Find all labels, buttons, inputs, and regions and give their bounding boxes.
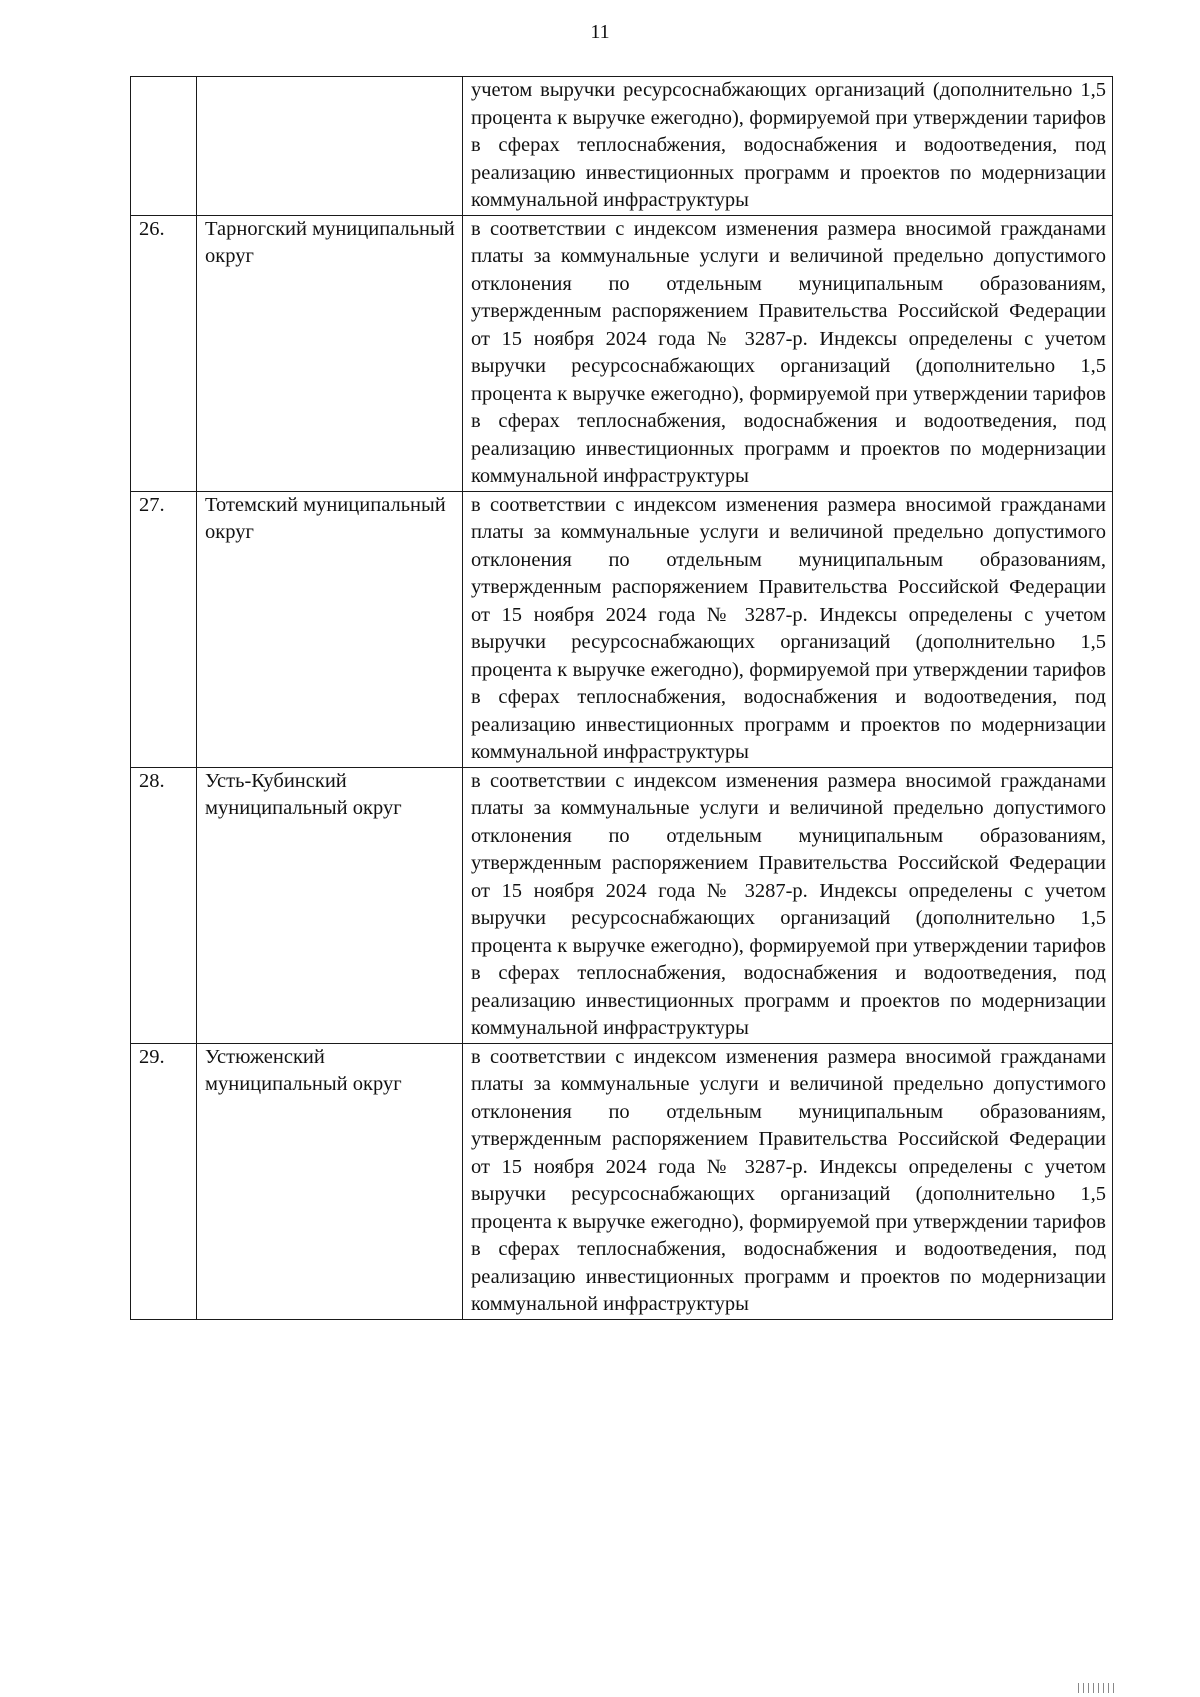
table-row	[131, 491, 1113, 767]
row-number: 29.	[131, 1043, 197, 1319]
table-row	[131, 215, 1113, 491]
page-number: 11	[590, 21, 610, 43]
municipality-name: Устюженский муниципальный округ	[197, 1043, 463, 1319]
index-description: в соответствии с индексом изменения размера вносимой гражданами платы за коммунальные услуги и величиной предельно допустимого отклонения по отдельным муниципальным образованиям, утвержденным распоряжением Правительства Российской Федерации от 15 ноября 2024 года № 3287-р. Индексы определены с учетом выручки ресурсоснабжающих организаций (дополнительно 1,5 процента к выручке ежегодно), формируемой при утверждении тарифов в сферах теплоснабжения, водоснабжения и водоотведения, под реализацию инвестиционных программ и проектов по модернизации коммунальной инфраструктуры	[463, 491, 1113, 767]
municipality-name: Тотемский муниципальный округ	[197, 491, 463, 767]
row-number: 26.	[131, 215, 197, 491]
table-row	[131, 77, 1113, 216]
municipality-name: Тарногский муниципальный округ	[197, 215, 463, 491]
index-description: в соответствии с индексом изменения размера вносимой гражданами платы за коммунальные услуги и величиной предельно допустимого отклонения по отдельным муниципальным образованиям, утвержденным распоряжением Правительства Российской Федерации от 15 ноября 2024 года № 3287-р. Индексы определены с учетом выручки ресурсоснабжающих организаций (дополнительно 1,5 процента к выручке ежегодно), формируемой при утверждении тарифов в сферах теплоснабжения, водоснабжения и водоотведения, под реализацию инвестиционных программ и проектов по модернизации коммунальной инфраструктуры	[463, 215, 1113, 491]
municipality-name	[197, 77, 463, 216]
scan-artifact-marks	[1078, 1683, 1118, 1693]
municipality-name: Усть-Кубинский муниципальный округ	[197, 767, 463, 1043]
table-row	[131, 767, 1113, 1043]
index-description: в соответствии с индексом изменения размера вносимой гражданами платы за коммунальные услуги и величиной предельно допустимого отклонения по отдельным муниципальным образованиям, утвержденным распоряжением Правительства Российской Федерации от 15 ноября 2024 года № 3287-р. Индексы определены с учетом выручки ресурсоснабжающих организаций (дополнительно 1,5 процента к выручке ежегодно), формируемой при утверждении тарифов в сферах теплоснабжения, водоснабжения и водоотведения, под реализацию инвестиционных программ и проектов по модернизации коммунальной инфраструктуры	[463, 1043, 1113, 1319]
row-number: 27.	[131, 491, 197, 767]
row-number	[131, 77, 197, 216]
table-row	[131, 1043, 1113, 1319]
row-number: 28.	[131, 767, 197, 1043]
index-description: в соответствии с индексом изменения размера вносимой гражданами платы за коммунальные услуги и величиной предельно допустимого отклонения по отдельным муниципальным образованиям, утвержденным распоряжением Правительства Российской Федерации от 15 ноября 2024 года № 3287-р. Индексы определены с учетом выручки ресурсоснабжающих организаций (дополнительно 1,5 процента к выручке ежегодно), формируемой при утверждении тарифов в сферах теплоснабжения, водоснабжения и водоотведения, под реализацию инвестиционных программ и проектов по модернизации коммунальной инфраструктуры	[463, 767, 1113, 1043]
municipal-index-table	[130, 76, 1113, 1320]
index-description: учетом выручки ресурсоснабжающих организаций (дополнительно 1,5 процента к выручке ежегодно), формируемой при утверждении тарифов в сферах теплоснабжения, водоснабжения и водоотведения, под реализацию инвестиционных программ и проектов по модернизации коммунальной инфраструктуры	[463, 77, 1113, 216]
